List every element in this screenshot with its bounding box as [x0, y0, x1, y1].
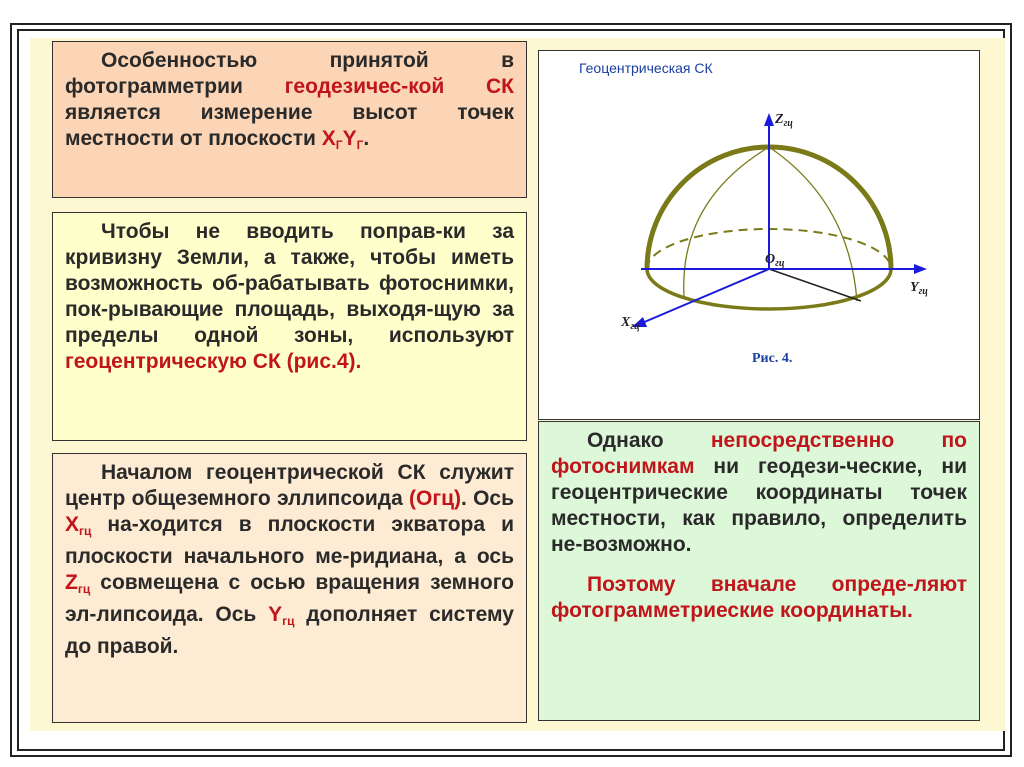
text-segment: дополняет систему до правой. — [65, 603, 514, 658]
x-axis — [642, 269, 769, 323]
y-axis-arrow — [914, 264, 927, 274]
z-axis-text: $Z_{гц}$ — [775, 112, 793, 129]
z-axis-arrow — [764, 113, 774, 126]
paragraph-geocentric-definition — [65, 460, 514, 660]
figure-panel — [538, 50, 980, 420]
highlight-geodetic-sk: геодезичес-кой СК — [284, 75, 514, 98]
text-segment: ни геодези-ческие, ни геоцентрические координаты точек местности, как правило, определить не-возможно. — [551, 455, 967, 556]
text-box-conclusion — [538, 421, 980, 721]
plane-xy-label: $X_ГY_Г$ — [321, 127, 364, 152]
paragraph-geocentric-use — [65, 219, 514, 375]
x-axis-label: $X_{гц}$ — [65, 513, 92, 538]
origin-label: (Огц) — [409, 487, 461, 510]
text-segment: совмещена с осью вращения земного эл-липсоида. Ось — [65, 571, 514, 626]
geocentric-diagram — [539, 51, 981, 421]
figure-title: Геоцентрическая СК — [579, 60, 713, 76]
y-axis-text: $Y_{гц}$ — [910, 280, 928, 297]
z-axis-label: $Z_{гц}$ — [65, 571, 91, 596]
highlight-geocentric-sk: геоцентрическую СК (рис.4). — [65, 350, 362, 373]
figure-caption: Рис. 4. — [752, 351, 793, 366]
text-box-geocentric-use — [52, 212, 527, 441]
text-segment: является измерение высот точек местности от плоскости — [65, 101, 514, 150]
paragraph-conclusion-1 — [551, 428, 967, 558]
text-segment: . — [363, 127, 370, 150]
radius-line — [769, 269, 861, 301]
x-axis-text: $X_{гц}$ — [621, 315, 640, 332]
text-box-geodetic — [52, 41, 527, 198]
paragraph-conclusion-2: Поэтому вначале опреде-ляют фотограмметриеские координаты. — [551, 573, 967, 622]
origin-text: $O_{гц}$ — [765, 252, 785, 269]
text-segment: Особенностью принятой в фотограмметрии — [65, 49, 514, 98]
text-segment: . Ось — [460, 487, 514, 510]
text-segment: Началом геоцентрической СК служит центр общеземного эллипсоида — [65, 461, 514, 510]
text-segment: на-ходится в плоскости экватора и плоскости начального ме-ридиана, а ось — [65, 513, 514, 568]
paragraph-geodetic — [65, 48, 514, 158]
highlight-directly-from-photos: непосредственно по фотоснимкам — [551, 429, 967, 478]
text-segment: Однако — [587, 429, 711, 452]
text-box-geocentric-definition — [52, 453, 527, 723]
text-segment: Чтобы не вводить поправ-ки за кривизну Земли, а также, чтобы иметь возможность об-рабатывать фотоснимки, пок-рывающие площадь, выходя-щую за пределы одной зоны, используют — [65, 220, 514, 347]
y-axis-label: $Y_{гц}$ — [268, 603, 295, 628]
